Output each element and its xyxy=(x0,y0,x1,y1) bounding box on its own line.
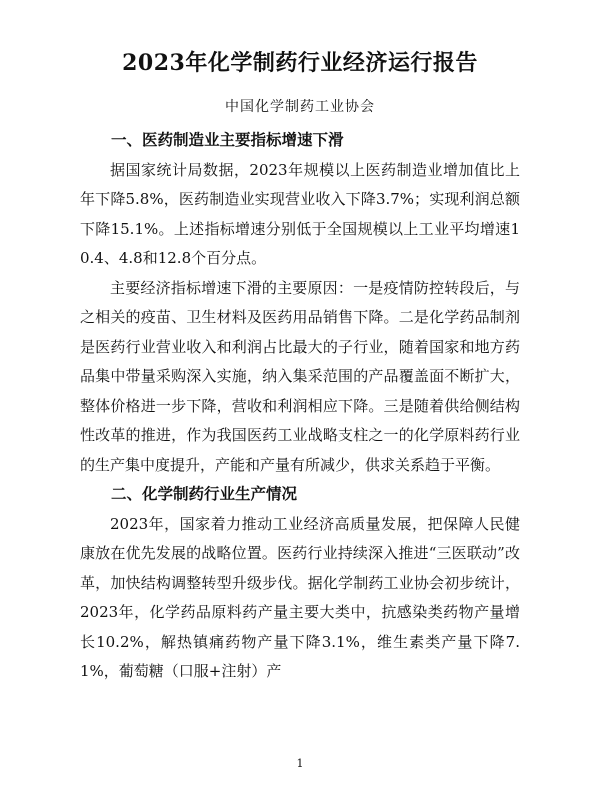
document-body xyxy=(80,126,520,687)
document-title: 2023年化学制药行业经济运行报告 xyxy=(122,50,478,76)
section-heading: 二、化学制药行业生产情况 xyxy=(111,485,298,503)
section-heading: 一、医药制造业主要指标增速下滑 xyxy=(111,131,344,149)
paragraph: 据国家统计局数据，2023年规模以上医药制造业增加值比上年下降5.8%，医药制造业实现营业收入下降3.7%；实现利润总额下降15.1%。上述指标增速分别低于全国规模以上工业平均增速10.4、4.8和12.8个百分点。 xyxy=(80,160,520,267)
document-author: 中国化学制药工业协会 xyxy=(225,99,375,115)
paragraph: 2023年，国家着力推动工业经济高质量发展，把保障人民健康放在优先发展的战略位置。医药行业持续深入推进“三医联动”改革，加快结构调整转型升级步伐。据化学制药工业协会初步统计，2023年，化学药品原料药产量主要大类中，抗感染类药物产量增长10.2%，解热镇痛药物产量下降3.1%，维生素类产量下降7.1%，葡萄糖（口服+注射）产 xyxy=(80,514,520,680)
paragraph: 主要经济指标增速下滑的主要原因：一是疫情防控转段后，与之相关的疫苗、卫生材料及医药用品销售下降。二是化学药品制剂是医药行业营业收入和利润占比最大的子行业，随着国家和地方药品集中带量采购深入实施，纳入集采范围的产品覆盖面不断扩大，整体价格进一步下降，营收和利润相应下降。三是随着供给侧结构性改革的推进，作为我国医药工业战略支柱之一的化学原料药行业的生产集中度提升，产能和产量有所减少，供求关系趋于平衡。 xyxy=(80,278,520,474)
page-number: 1 xyxy=(296,757,304,770)
